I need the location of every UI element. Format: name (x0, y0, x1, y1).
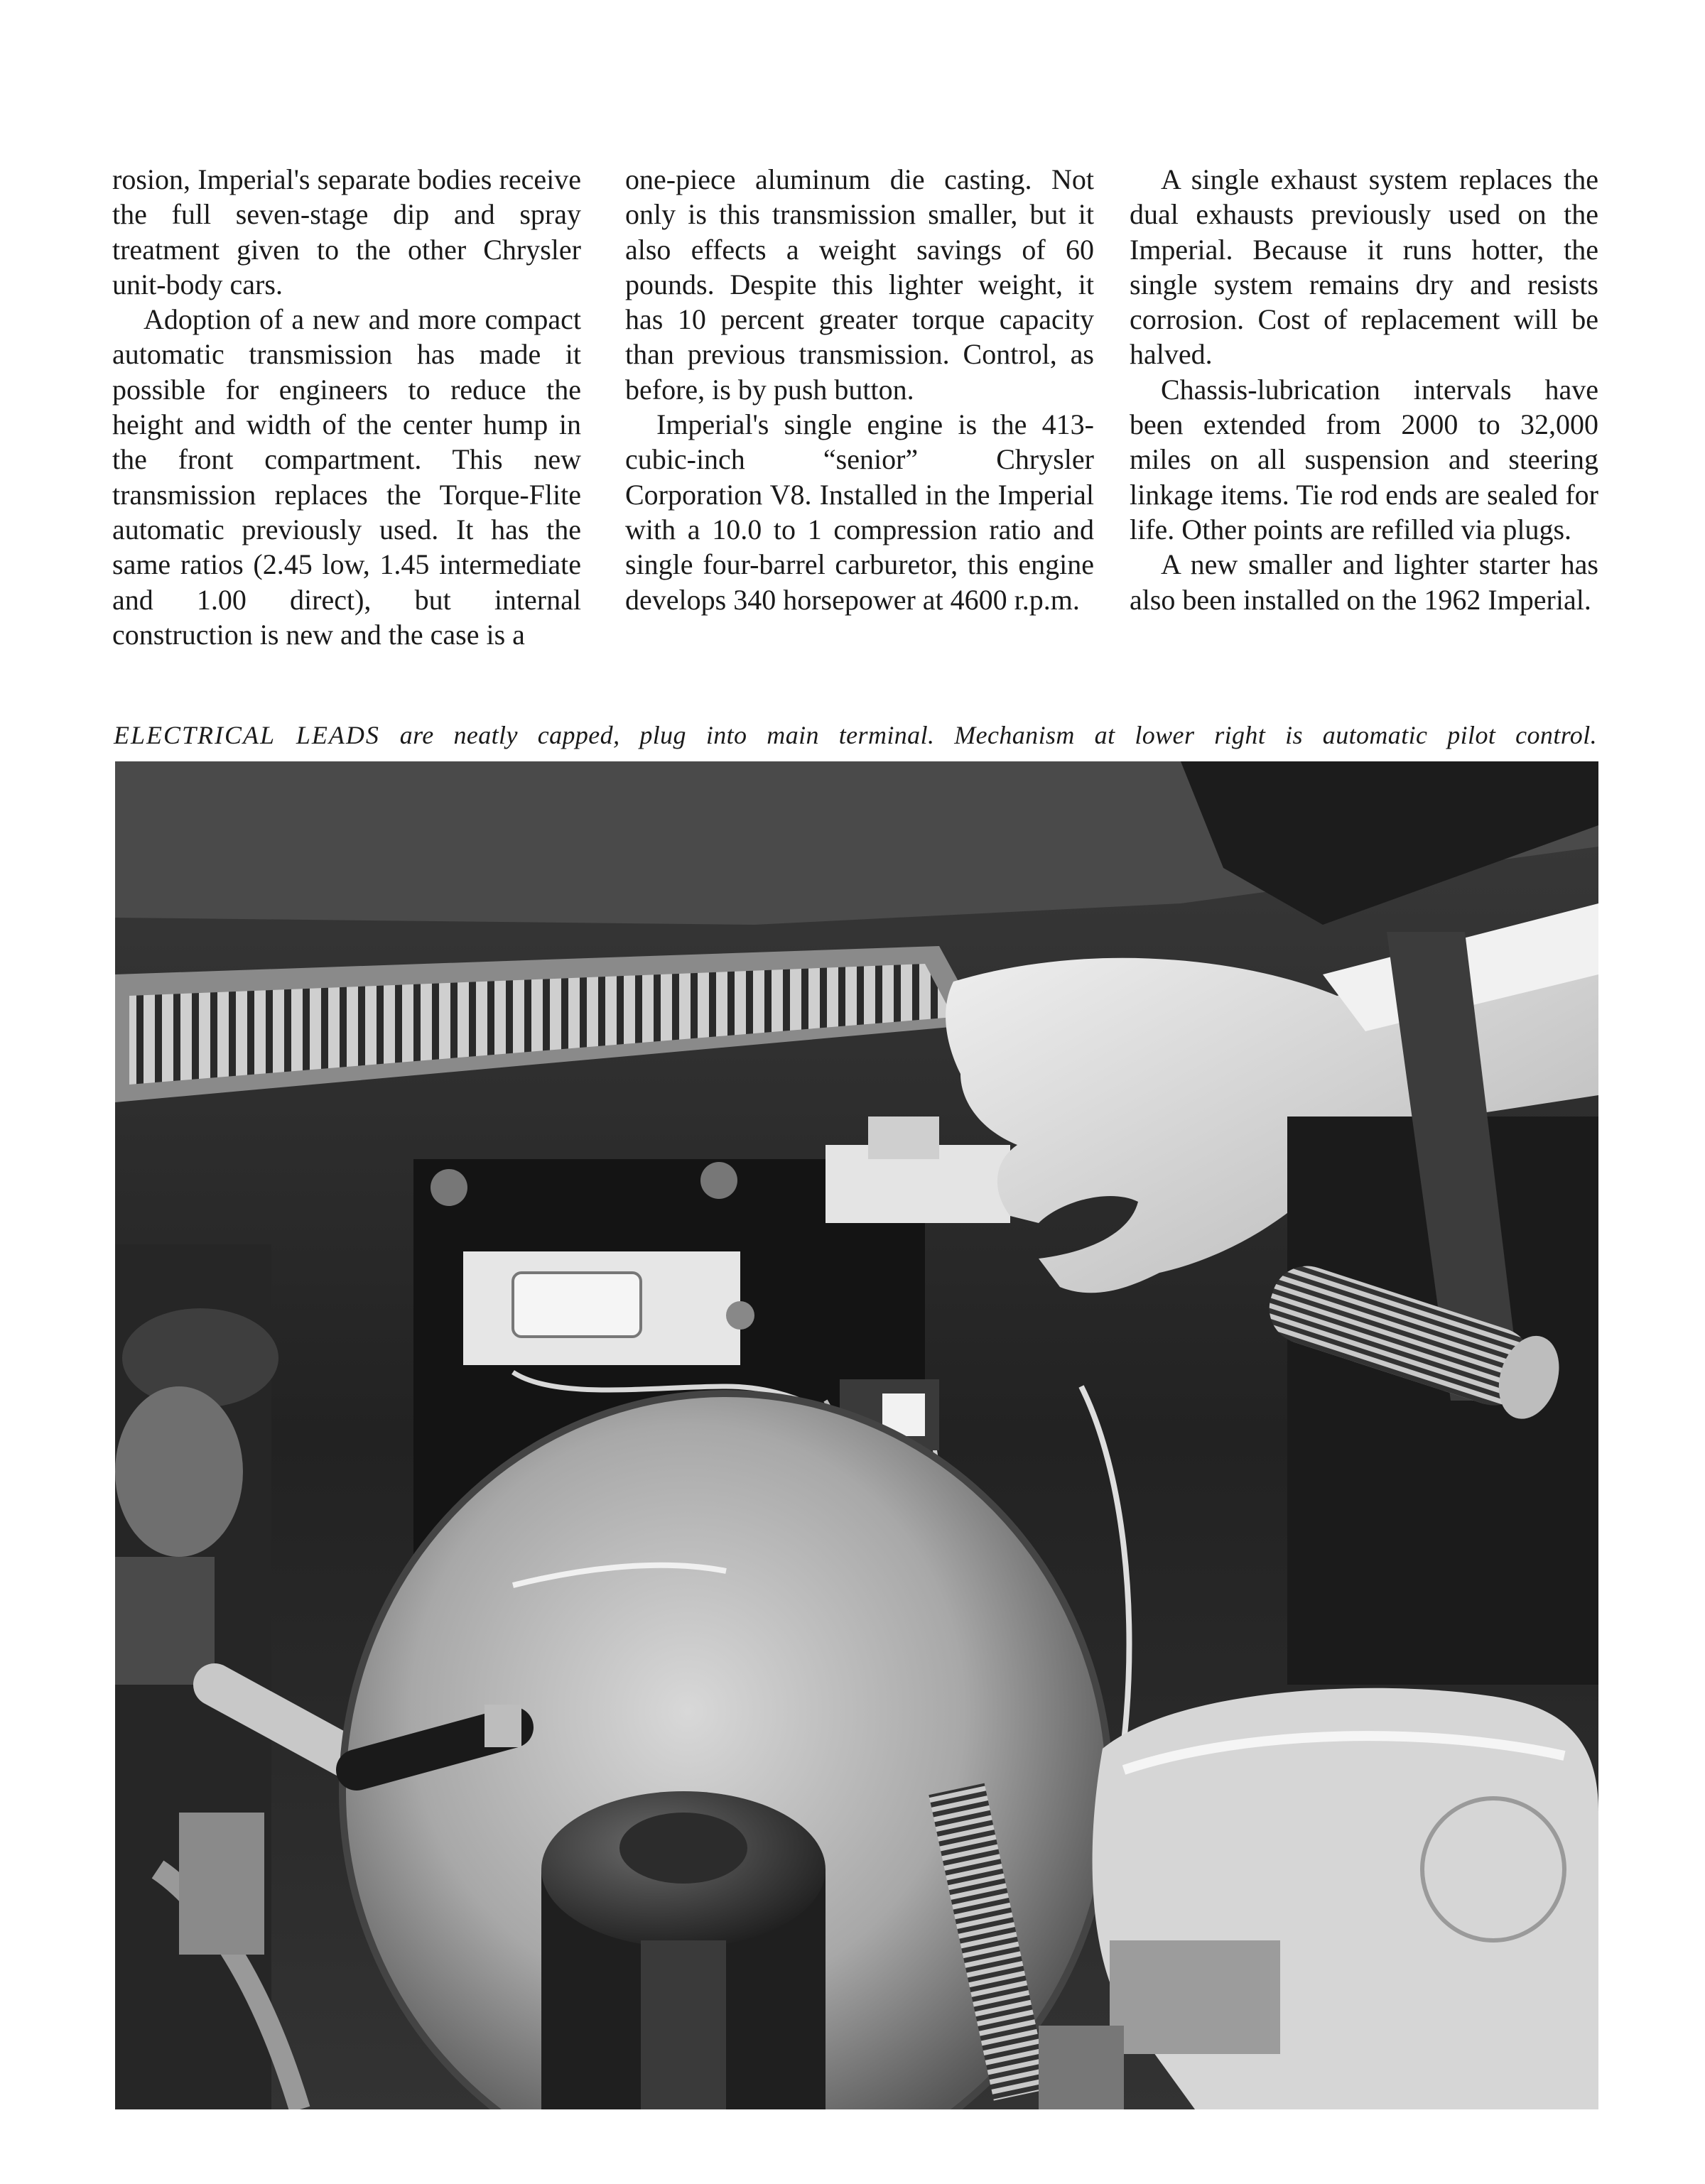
engine-photo-illustration (115, 761, 1598, 2109)
engine-compartment-photo (115, 761, 1598, 2109)
paragraph: Chassis-lubrication intervals have been extended from 2000 to 32,000 miles on all suspension and steering linkage items. Tie rod ends are sealed for life. Other points are refilled via plugs. (1130, 373, 1598, 545)
photo-caption (114, 720, 1597, 750)
caption-text: are neatly capped, plug into main terminal. Mechanism at lower right is automatic pilot control. (399, 721, 1597, 749)
paragraph: A new smaller and lighter starter has also been installed on the 1962 Imperial. (1130, 548, 1598, 616)
caption-lead: ELECTRICAL LEADS (114, 721, 380, 749)
text-column-2 (625, 162, 1094, 617)
paragraph: Adoption of a new and more compact automatic transmission has made it possible for engineers to reduce the height and width of the center hump in the front compartment. This new transmission replaces the Torque-Flite automatic previously used. It has the same ratios (2.45 low, 1.45 intermediate and 1.00 direct), but internal construction is new and the case is a (112, 303, 581, 651)
paragraph: A single exhaust system replaces the dual exhausts previously used on the Imperial. Because it runs hotter, the single system remains dry and resists corrosion. Cost of replacement will be halved. (1130, 163, 1598, 371)
paragraph: one-piece aluminum die casting. Not only is this transmission smaller, but it also effects a weight savings of 60 pounds. Despite this lighter weight, it has 10 percent greater torque capacity than previous transmission. Control, as before, is by push button. (625, 163, 1094, 406)
text-column-3 (1130, 162, 1598, 617)
text-column-1 (112, 162, 581, 652)
paragraph: Imperial's single engine is the 413-cubic-inch “senior” Chrysler Corporation V8. Installed in the Imperial with a 10.0 to 1 compression ratio and single four-barrel carburetor, this engine develops 340 horsepower at 4600 r.p.m. (625, 408, 1094, 616)
paragraph: rosion, Imperial's separate bodies receive the full seven-stage dip and spray treatment given to the other Chrysler unit-body cars. (112, 163, 581, 300)
